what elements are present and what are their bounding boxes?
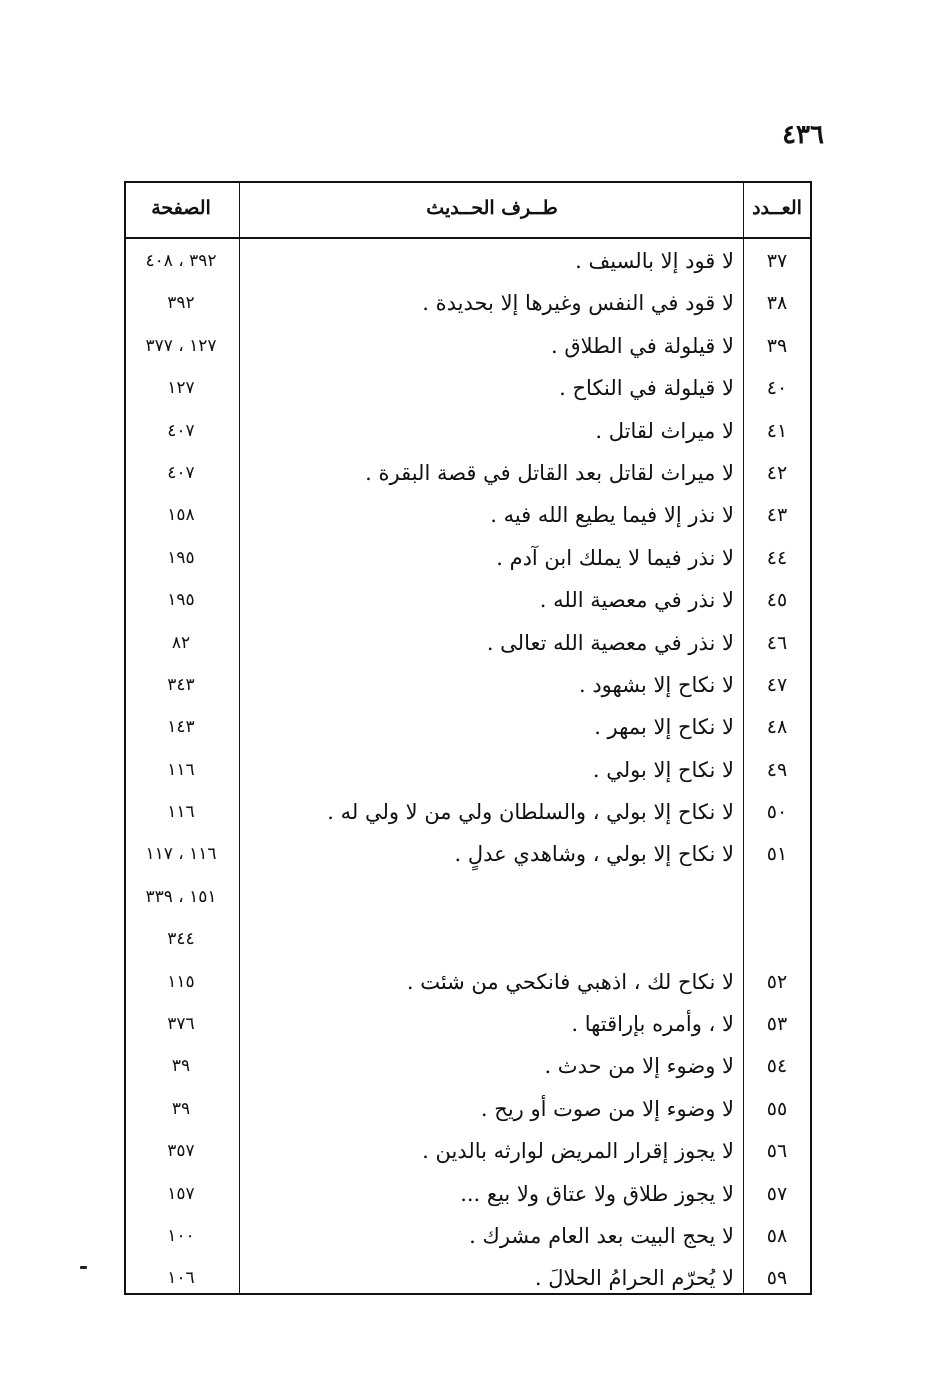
hadith-text: لا نكاح إلا بولي ، وشاهدي عدلٍ .	[454, 842, 734, 867]
hadith-index-table	[124, 181, 812, 1295]
table-row	[126, 961, 810, 1003]
page-reference: ١٠٠	[167, 1225, 195, 1246]
margin-mark	[80, 1266, 87, 1269]
row-number: ٤١	[766, 419, 788, 442]
hadith-text: لا ميراث لقاتل بعد القاتل في قصة البقرة .	[365, 460, 734, 485]
page-reference: ١٤٣	[167, 717, 195, 738]
row-number: ٤٦	[766, 631, 788, 654]
page-reference: ١١٦	[167, 759, 195, 780]
table-row	[126, 1257, 810, 1299]
hadith-text: لا ، وأمره بإراقتها .	[571, 1012, 734, 1037]
table-row	[126, 325, 810, 367]
row-number: ٤٩	[766, 758, 788, 781]
hadith-text: لا نكاح إلا بمهر .	[594, 715, 734, 740]
page-reference: ١٩٥	[167, 547, 195, 568]
page-number: ٤٣٦	[782, 120, 824, 150]
row-number: ٣٨	[766, 292, 788, 315]
hadith-text: لا وضوء إلا من صوت أو ريح .	[480, 1096, 734, 1121]
page-reference: ٣٩٢	[167, 293, 195, 314]
page-reference: ١٢٧	[167, 378, 195, 399]
table-row	[126, 367, 810, 409]
hadith-text: لا يجوز طلاق ولا عتاق ولا بيع ...	[460, 1181, 734, 1206]
page-reference: ٣٤٤	[167, 929, 195, 950]
row-number: ٣٩	[766, 334, 788, 357]
page-reference: ٣٩٢ ، ٤٠٨	[145, 251, 217, 271]
table-body	[126, 240, 810, 1300]
hadith-text: لا ميراث لقاتل .	[595, 418, 734, 443]
table-row	[126, 918, 810, 960]
table-row	[126, 410, 810, 452]
row-number: ٥٩	[766, 1267, 788, 1290]
table-row	[126, 452, 810, 494]
page-reference: ١١٦	[167, 802, 195, 823]
table-row	[126, 579, 810, 621]
row-number: ٥٥	[766, 1097, 788, 1120]
hadith-text: لا نكاح إلا بولي .	[592, 757, 734, 782]
header-divider	[126, 237, 810, 239]
hadith-text	[246, 876, 734, 918]
row-number: ٤٥	[766, 589, 788, 612]
page-reference: ١٥٨	[167, 505, 195, 526]
row-number: ٣٧	[766, 250, 788, 272]
table-row	[126, 537, 810, 579]
page-reference: ١٥٧	[167, 1183, 195, 1204]
table-row	[126, 622, 810, 664]
row-number: ٤٨	[766, 716, 788, 739]
row-number: ٥١	[766, 843, 788, 866]
row-number	[744, 918, 810, 960]
row-number: ٥٣	[766, 1013, 788, 1036]
row-number: ٤٧	[766, 673, 788, 696]
table-row	[126, 282, 810, 324]
row-number: ٥٢	[766, 970, 788, 993]
header-hadith-text: طــرف الحــديث	[426, 197, 558, 219]
page-reference: ٤٠٧	[167, 462, 195, 483]
hadith-text: لا نكاح لك ، اذهبي فانكحي من شئت .	[406, 969, 734, 994]
page-reference: ٣٧٦	[167, 1014, 195, 1035]
hadith-text: لا نكاح إلا بولي ، والسلطان ولي من لا ولي له .	[327, 800, 734, 825]
table-row	[126, 494, 810, 536]
hadith-text: لا قود في النفس وغيرها إلا بحديدة .	[422, 291, 734, 316]
row-number: ٤٠	[766, 377, 788, 400]
header-page: الصفحة	[151, 197, 211, 219]
page-reference: ٨٢	[171, 632, 191, 653]
page-reference: ١٠٦	[167, 1268, 195, 1289]
page-reference: ٤٠٧	[167, 420, 195, 441]
row-number	[744, 876, 810, 918]
table-row	[126, 791, 810, 833]
hadith-text: لا وضوء إلا من حدث .	[544, 1054, 734, 1079]
table-row	[126, 833, 810, 875]
page-reference: ٣٩	[171, 1056, 191, 1077]
table-row	[126, 1173, 810, 1215]
row-number: ٥٠	[766, 801, 788, 824]
row-number: ٥٦	[766, 1140, 788, 1163]
table-row	[126, 240, 810, 282]
page-reference: ١١٦ ، ١١٧	[145, 844, 217, 865]
hadith-text: لا نذر في معصية الله تعالى .	[486, 630, 734, 655]
page-reference: ١٩٥	[167, 590, 195, 611]
page-reference: ٣٩	[171, 1098, 191, 1119]
hadith-text: لا قود إلا بالسيف .	[575, 249, 734, 273]
table-row	[126, 706, 810, 748]
table-row	[126, 749, 810, 791]
table-row	[126, 1045, 810, 1087]
table-row	[126, 876, 810, 918]
row-number: ٤٤	[766, 546, 788, 569]
hadith-text: لا نذر إلا فيما يطيع الله فيه .	[490, 503, 734, 528]
hadith-text	[246, 918, 734, 960]
table-row	[126, 1003, 810, 1045]
row-number: ٥٤	[766, 1055, 788, 1078]
page-reference: ١٢٧ ، ٣٧٧	[145, 335, 217, 356]
row-number: ٤٣	[766, 504, 788, 527]
hadith-text: لا نكاح إلا بشهود .	[578, 672, 734, 697]
hadith-text: لا قيلولة في الطلاق .	[550, 333, 734, 358]
page-reference: ١٥١ ، ٣٣٩	[145, 886, 217, 907]
hadith-text: لا يجوز إقرار المريض لوارثه بالدين .	[422, 1139, 734, 1164]
row-number: ٤٢	[766, 461, 788, 484]
row-number: ٥٧	[766, 1182, 788, 1205]
table-row	[126, 664, 810, 706]
table-row	[126, 1215, 810, 1257]
hadith-text: لا نذر فيما لا يملك ابن آدم .	[496, 545, 734, 570]
page-reference: ١١٥	[167, 971, 195, 992]
page-reference: ٣٤٣	[167, 674, 195, 695]
hadith-text: لا يُحرّم الحرامُ الحلالَ .	[534, 1266, 734, 1291]
hadith-text: لا نذر في معصية الله .	[539, 588, 734, 613]
page-reference: ٣٥٧	[167, 1141, 195, 1162]
table-row	[126, 1088, 810, 1130]
hadith-text: لا يحج البيت بعد العام مشرك .	[469, 1223, 734, 1248]
row-number: ٥٨	[766, 1224, 788, 1247]
hadith-text: لا قيلولة في النكاح .	[559, 376, 734, 401]
table-row	[126, 1130, 810, 1172]
header-number: العــدد	[752, 197, 802, 219]
